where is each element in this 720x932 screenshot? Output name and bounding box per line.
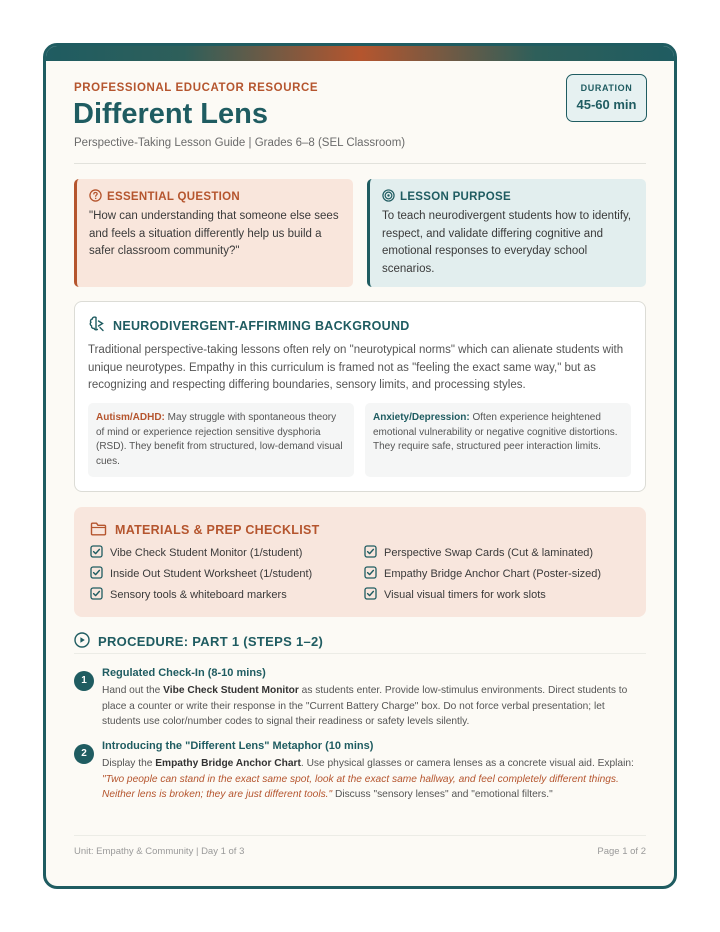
checklist-item-label: Vibe Check Student Monitor (1/student)	[110, 547, 303, 559]
procedure-step	[74, 740, 646, 806]
procedure-heading	[74, 632, 323, 651]
checkbox-checked-icon	[90, 545, 103, 561]
procedure-divider	[74, 653, 646, 654]
background-card	[74, 301, 646, 492]
materials-title: MATERIALS & PREP CHECKLIST	[115, 523, 320, 537]
checklist-item-label: Visual visual timers for work slots	[384, 589, 546, 601]
folder-icon	[90, 521, 107, 539]
page-subtitle: Perspective-Taking Lesson Guide | Grades 6–8 (SEL Classroom)	[74, 137, 406, 149]
footer-divider	[74, 835, 646, 836]
question-circle-icon	[89, 189, 102, 205]
procedure-step	[74, 667, 646, 733]
checklist-item	[364, 566, 601, 582]
lesson-purpose-heading	[382, 189, 511, 205]
step-body-quote: "Two people can stand in the exact same spot, look at the exact same hallway, and feel completely different things. Neither lens is broken; they are just different tools."	[102, 773, 619, 800]
checklist-item-label: Perspective Swap Cards (Cut & laminated)	[384, 547, 594, 559]
step-body-text: Display the	[102, 758, 156, 769]
lesson-purpose-text: To teach neurodivergent students how to identify, respect, and validate differing cognitive and emotional responses to everyday school scenarios.	[382, 210, 632, 275]
footer-page-number: Page 1 of 2	[597, 846, 646, 857]
step-body-text: Hand out the	[102, 685, 164, 696]
duration-label: DURATION	[580, 83, 633, 93]
checklist-item-label: Empathy Bridge Anchor Chart (Poster-sized)	[384, 568, 602, 580]
checkbox-checked-icon	[90, 587, 103, 603]
step-number-badge: 1	[74, 671, 94, 691]
autism-adhd-card	[88, 403, 354, 477]
step-number-badge: 2	[74, 744, 94, 764]
essential-question-card	[74, 179, 353, 287]
step-body-text: as students enter. Provide low-stimulus environments. Direct students to place a counter or write their response in the "Current Battery Charge" box. Do not force verbal presentation; let students use color/number codes to signal their readiness or safety levels silently.	[102, 685, 628, 727]
checkbox-checked-icon	[364, 566, 377, 582]
checklist-item-label: Inside Out Student Worksheet (1/student)	[110, 568, 313, 580]
header-accent-bar	[46, 46, 674, 61]
background-heading	[88, 315, 410, 336]
checklist-item	[364, 545, 593, 561]
checklist-item	[90, 587, 287, 603]
autism-adhd-text: May struggle with spontaneous theory of mind or experience rejection sensitive dysphoria (RSD). They benefit from structured, low-demand visual cues.	[96, 412, 343, 467]
checkbox-checked-icon	[90, 566, 103, 582]
materials-card	[74, 507, 646, 617]
page-title: Different Lens	[73, 98, 268, 130]
background-text: Traditional perspective-taking lessons often rely on "neurotypical norms" which can alienate students with unique neurotypes. Empathy in this curriculum is framed not as "feeling the exact same way," but as recognizing and respecting differing boundaries, sensory limits, and processing styles.	[88, 344, 624, 391]
checklist-item	[364, 587, 546, 603]
step-body-highlight: Empathy Bridge Anchor Chart	[155, 758, 301, 769]
essential-question-text: "How can understanding that someone else sees and feels a situation differently help us build a safer classroom community?"	[89, 210, 339, 257]
autism-adhd-key: Autism/ADHD:	[96, 412, 165, 423]
checkbox-checked-icon	[364, 587, 377, 603]
target-icon	[382, 189, 395, 205]
step-title: Introducing the "Different Lens" Metaphor (10 mins)	[102, 740, 374, 752]
checklist-item-label: Sensory tools & whiteboard markers	[110, 589, 287, 601]
essential-question-heading	[89, 189, 240, 205]
footer-unit-label: Unit: Empathy & Community | Day 1 of 3	[74, 846, 245, 857]
step-body	[102, 683, 646, 730]
materials-heading	[90, 521, 320, 539]
anxiety-depression-card	[365, 403, 631, 477]
checklist-item	[90, 566, 312, 582]
anxiety-depression-text: Often experience heightened emotional vulnerability or negative cognitive distortions. They require safe, structured peer interaction limits.	[373, 412, 618, 452]
checklist-item	[90, 545, 302, 561]
play-circle-icon	[74, 632, 90, 651]
resource-eyebrow: PROFESSIONAL EDUCATOR RESOURCE	[74, 82, 319, 94]
step-title: Regulated Check-In (8-10 mins)	[102, 667, 266, 679]
document-page	[43, 43, 677, 889]
procedure-title: PROCEDURE: PART 1 (STEPS 1–2)	[98, 634, 324, 649]
lesson-purpose-title: LESSON PURPOSE	[400, 191, 511, 203]
step-body-highlight: Vibe Check Student Monitor	[163, 685, 299, 696]
duration-value: 45-60 min	[576, 97, 637, 112]
brain-icon	[88, 315, 106, 336]
lesson-purpose-card	[367, 179, 646, 287]
background-title: NEURODIVERGENT-AFFIRMING BACKGROUND	[113, 318, 410, 333]
header-divider	[74, 163, 646, 164]
anxiety-depression-key: Anxiety/Depression:	[373, 412, 470, 423]
essential-question-title: ESSENTIAL QUESTION	[107, 191, 240, 203]
step-body	[102, 756, 646, 803]
step-body-text: . Use physical glasses or camera lenses as a concrete visual aid. Explain:	[300, 758, 634, 769]
checkbox-checked-icon	[364, 545, 377, 561]
step-body-text: Discuss "sensory lenses" and "emotional filters."	[332, 789, 553, 800]
duration-badge	[566, 74, 647, 122]
